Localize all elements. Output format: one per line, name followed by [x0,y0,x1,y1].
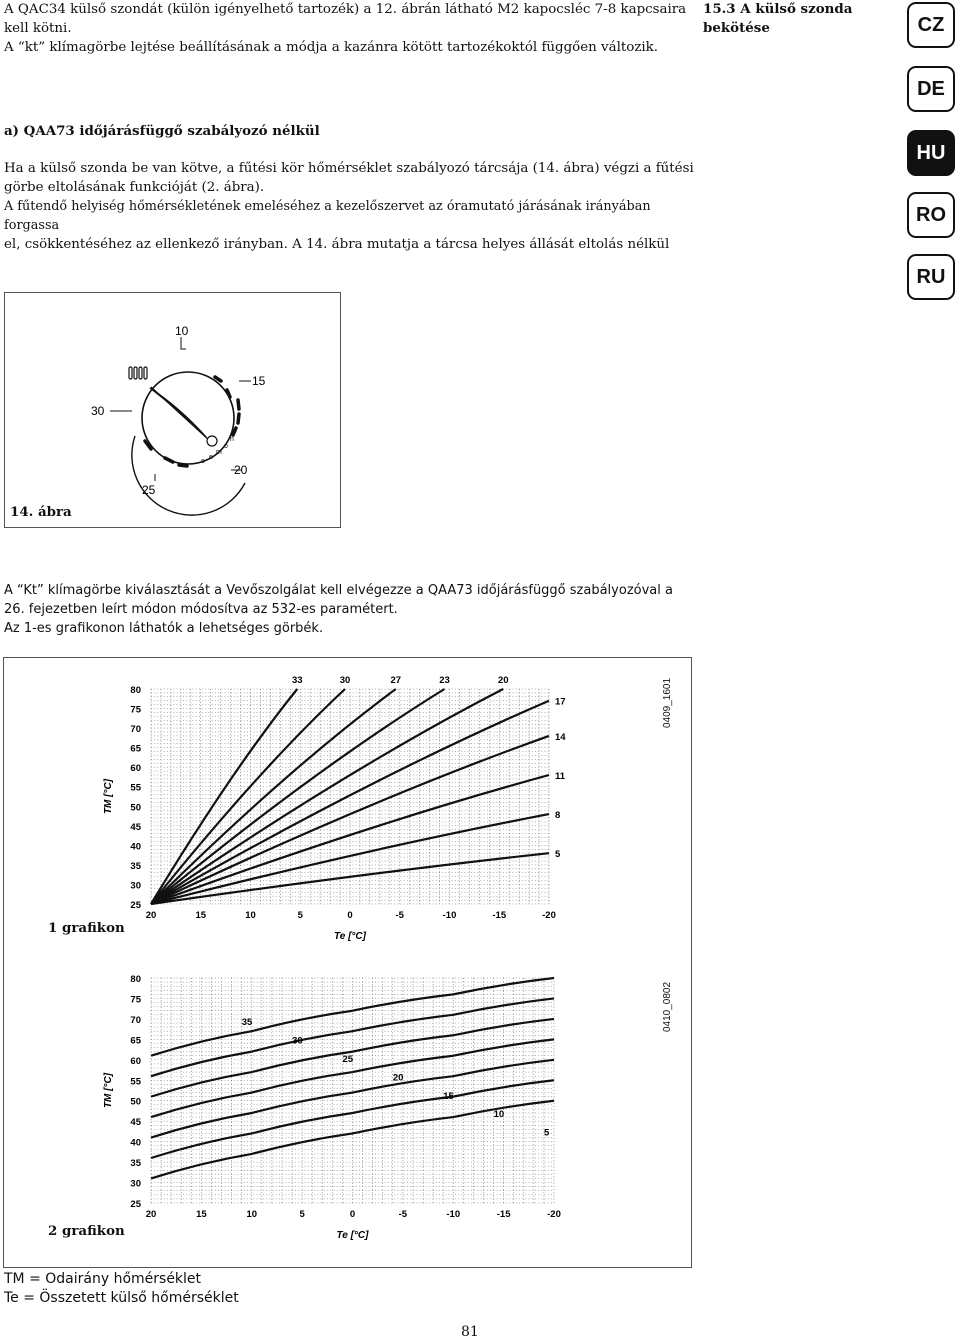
chart2-code: 0410_0802 [662,981,673,1032]
y-tick-label: 60 [130,763,141,775]
y-tick-label: 30 [130,880,141,892]
subsection-a-p1-line-1: Ha a külső szonda be van kötve, a fűtési kör hőmérséklet szabályozó tárcsája (14. ábra) végzi a fűtési [4,161,694,176]
chart2-caption: 2 grafikon [48,1223,125,1239]
lang-tab-ru-label: RU [916,265,946,288]
svg-text:m: m [216,449,222,456]
page-number: 81 [461,1324,479,1340]
subsection-a-p1-line-2: görbe eltolásának funkcióját (2. ábra). [4,180,265,195]
lang-tab-cz[interactable] [907,2,955,48]
chart1-caption: 1 grafikon [48,920,125,936]
dial-label-15: 15 [252,374,266,388]
x-tick-label: 10 [245,910,256,921]
x-tick-label: 5 [299,1209,305,1220]
y-tick-label: 45 [130,1117,141,1129]
chart-2 [103,974,561,1241]
svg-text:e: e [209,454,213,461]
y-tick-label: 25 [130,900,141,911]
y-tick-label: 80 [130,685,141,696]
subsection-a-body [4,159,704,254]
chart-1 [103,675,566,942]
y-axis-label: TM [°C] [103,1072,114,1109]
legend-tm: TM = Odairány hőmérséklet [4,1271,202,1287]
curve-label-15: 15 [443,1090,454,1102]
svg-text:o: o [224,443,228,450]
x-tick-label: -5 [398,1209,408,1220]
series-line-20 [151,689,503,904]
x-tick-label: -20 [547,1209,561,1220]
x-tick-label: -20 [542,910,556,921]
curve-label-25: 25 [342,1054,354,1065]
y-axis-label: TM [°C] [103,778,114,815]
figure14-caption: 14. ábra [10,504,72,520]
x-tick-label: -15 [496,1209,511,1220]
lang-tab-de[interactable] [907,66,955,112]
x-tick-label: 0 [347,910,353,921]
curve-label-17: 17 [555,696,566,708]
y-tick-label: 65 [130,1035,141,1047]
curve-label-20: 20 [392,1072,404,1084]
charts-svg [4,658,691,1267]
y-tick-label: 50 [130,1096,141,1108]
intro-line-1: A QAC34 külső szondát (külön igényelhető tartozék) a 12. ábrán látható M2 kapocsléc 7-8 kapcsaira [4,2,687,17]
y-tick-label: 60 [130,1055,141,1067]
curve-label-10: 10 [493,1109,505,1121]
subsection-a-p2-line-2: el, csökkentéséhez az ellenkező irányban. A 14. ábra mutatja a tárcsa helyes állását eltolás nélkül [4,237,670,252]
lang-tab-ro[interactable] [907,192,955,238]
legend-te: Te = Összetett külső hőmérséklet [4,1290,239,1306]
y-tick-label: 75 [130,994,141,1006]
section-heading-line-1: 15.3 A külső szonda [703,1,853,17]
kt-line-3: Az 1-es grafikonon láthatók a lehetséges görbék. [4,621,324,636]
y-tick-label: 25 [130,1199,141,1210]
svg-text:o: o [201,458,205,465]
x-tick-label: 20 [145,1209,157,1220]
chart1-code: 0409_1601 [662,677,673,728]
curve-label-5: 5 [544,1127,550,1139]
y-tick-label: 55 [130,782,141,794]
figure14-frame [4,292,341,528]
y-tick-label: 35 [130,1158,141,1170]
curve-label-8: 8 [555,810,561,822]
intro-line-2: kell kötni. [4,21,72,36]
x-tick-label: 10 [246,1209,258,1220]
x-tick-label: 0 [349,1209,356,1220]
series-line-33 [151,689,297,904]
y-tick-label: 80 [130,974,141,985]
y-tick-label: 70 [130,724,141,736]
x-tick-label: -15 [492,910,507,921]
y-tick-label: 40 [130,841,141,853]
lang-tab-hu-label: HU [916,141,946,164]
dial-label-30: 30 [91,404,105,418]
dial-label-25: 25 [142,483,156,497]
curve-label-33: 33 [291,675,303,686]
lang-tab-ru[interactable] [907,254,955,300]
y-tick-label: 35 [130,860,141,872]
section-heading-line-2: bekötése [703,20,770,36]
curve-label-5: 5 [555,849,561,861]
curve-label-27: 27 [390,675,402,686]
curve-label-14: 14 [555,731,566,743]
curve-label-35: 35 [241,1017,253,1029]
kt-line-2: 26. fejezetben leírt módon módosítva az 532-es paramétert. [4,602,398,617]
svg-text:n: n [230,436,234,443]
y-tick-label: 40 [130,1137,141,1149]
dial-label-10: 10 [175,324,189,338]
curve-label-30: 30 [292,1035,303,1047]
lang-tab-de-label: DE [917,77,945,100]
y-tick-label: 55 [130,1076,141,1088]
x-tick-label: -5 [395,910,404,921]
svg-text:i: i [233,429,235,436]
y-tick-label: 65 [130,743,141,755]
x-tick-label: 20 [145,910,157,921]
section-heading [703,0,903,38]
lang-tab-cz-label: CZ [917,13,945,36]
x-tick-label: 5 [297,910,303,921]
charts-frame [3,657,692,1268]
kt-paragraph [4,581,704,638]
curve-label-20: 20 [497,675,509,686]
x-tick-label: 15 [196,1209,207,1220]
x-tick-label: -10 [442,910,457,921]
kt-line-1: A “Kt” klímagörbe kiválasztását a Vevőszolgálat kell elvégezze a QAA73 időjárásfüggő szabályozóval a [4,583,673,598]
dial-label-20: 20 [234,463,248,477]
x-axis-label: Te [°C] [336,1230,369,1241]
curve-label-23: 23 [439,675,450,686]
x-axis-label: Te [°C] [334,931,366,942]
subsection-a-p2-line-1: A fűtendő helyiség hőmérsékletének emeléséhez a kezelőszervet az óramutató járásának irányában forgassa [4,199,651,233]
lang-tab-ro-label: RO [916,203,946,226]
curve-label-11: 11 [555,771,566,782]
x-tick-label: -10 [446,1209,461,1220]
y-tick-label: 70 [130,1014,141,1026]
intro-paragraph [4,0,704,57]
curve-label-30: 30 [339,675,351,686]
y-tick-label: 50 [130,802,141,814]
intro-line-3: A “kt” klímagörbe lejtése beállításának a módja a kazánra kötött tartozékoktól függően változik. [4,40,659,55]
y-tick-label: 45 [130,821,141,833]
legend [4,1270,239,1308]
series-line-23 [151,689,445,904]
y-tick-label: 75 [130,704,141,716]
subsection-a-title: a) QAA73 időjárásfüggő szabályozó nélkül [4,123,320,139]
y-tick-label: 30 [130,1178,141,1190]
radiator-icon [129,367,147,379]
x-tick-label: 15 [195,910,207,921]
thermostat-dial-figure [5,293,340,527]
lang-tab-hu[interactable] [907,130,955,176]
